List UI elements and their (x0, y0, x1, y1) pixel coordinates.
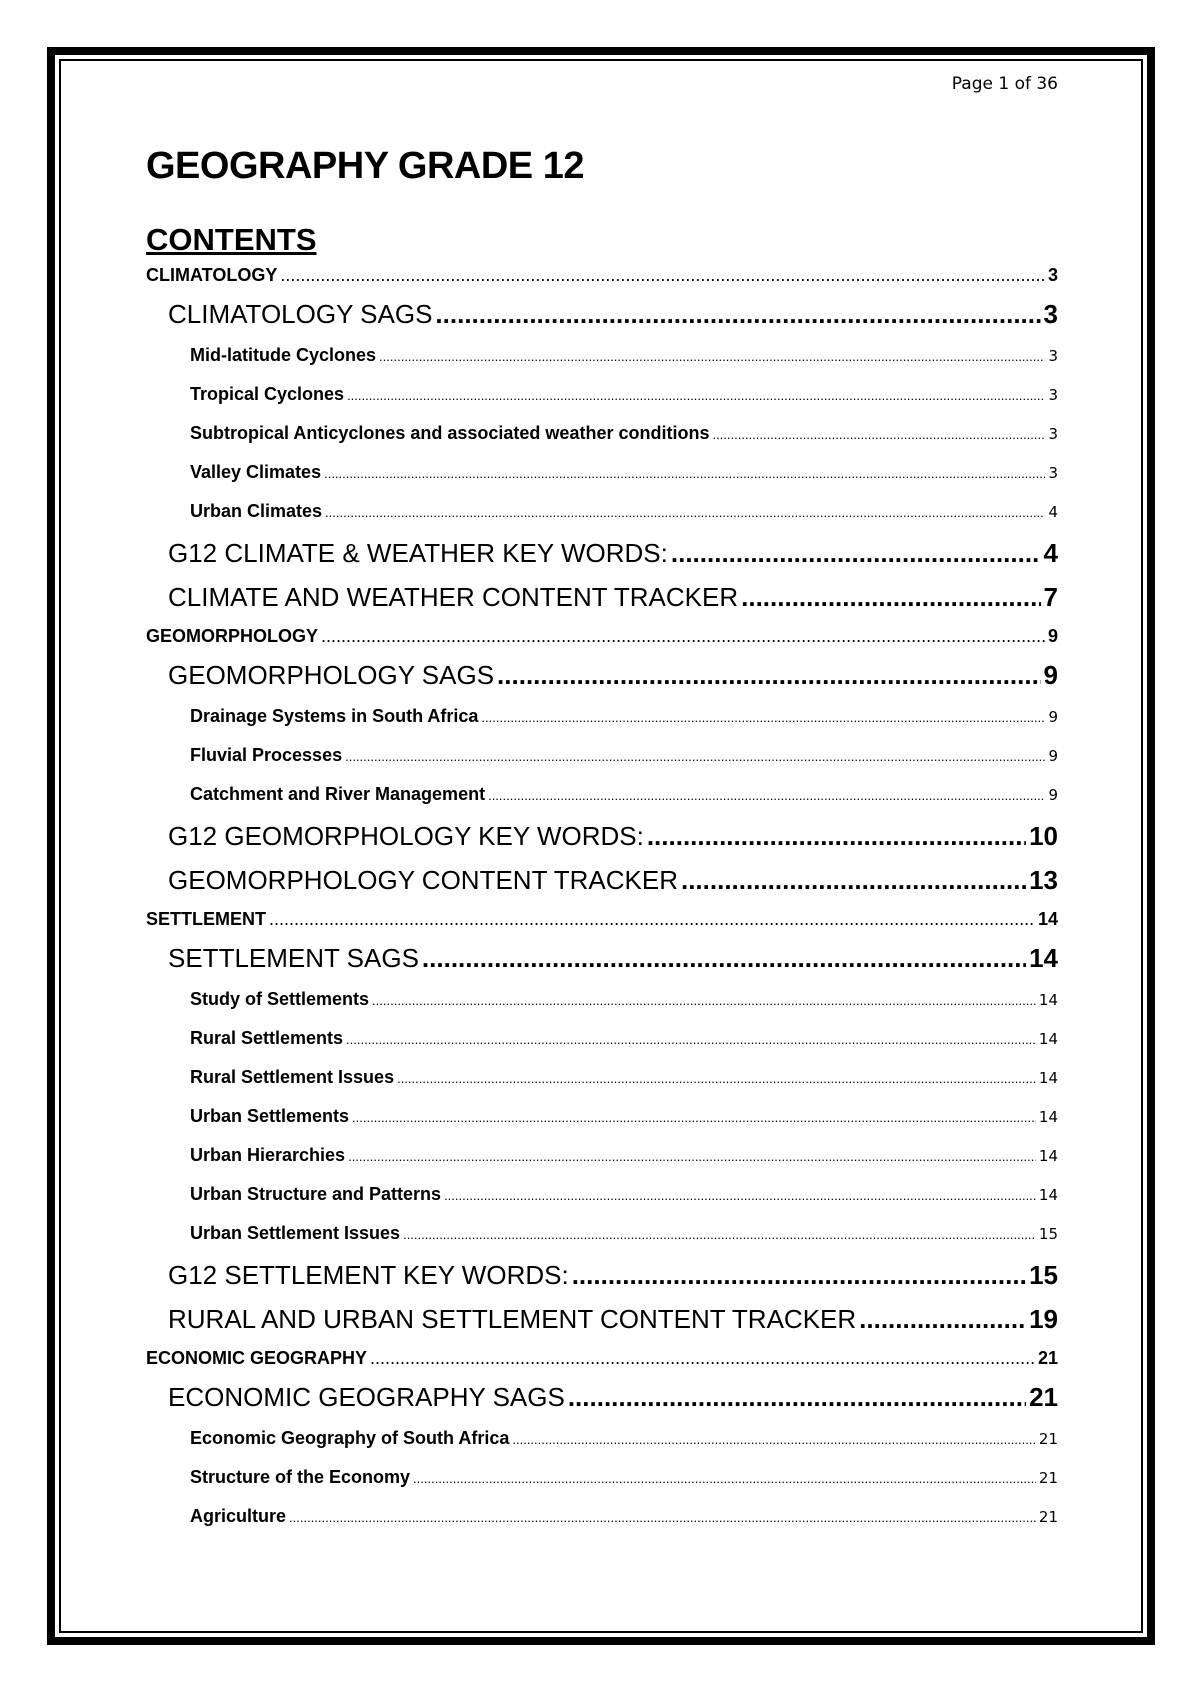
toc-dot-leader (572, 1253, 1026, 1297)
toc-entry-page: 14 (1029, 943, 1058, 973)
toc-entry-level-3[interactable] (146, 1214, 1058, 1253)
toc-dot-leader (497, 653, 1040, 697)
toc-entry-level-3[interactable] (146, 1136, 1058, 1175)
toc-dot-leader (345, 737, 1045, 776)
toc-entry-title: Catchment and River Management (190, 784, 486, 804)
toc-entry-title: G12 GEOMORPHOLOGY KEY WORDS: (168, 821, 644, 851)
toc-entry-level-2[interactable] (146, 1297, 1058, 1341)
toc-dot-leader (348, 1137, 1036, 1176)
toc-entry-page: 3 (1048, 425, 1058, 443)
toc-entry-title: Rural Settlements (190, 1028, 344, 1048)
toc-dot-leader (269, 902, 1035, 936)
toc-entry-title: Subtropical Anticyclones and associated weather conditions (190, 423, 710, 443)
toc-entry-level-3[interactable] (146, 336, 1058, 375)
toc-entry-title: GEOMORPHOLOGY CONTENT TRACKER (168, 865, 678, 895)
toc-dot-leader (324, 454, 1045, 493)
toc-dot-leader (280, 258, 1045, 292)
toc-entry-title: GEOMORPHOLOGY (146, 626, 319, 646)
toc-entry-page: 21 (1038, 1430, 1058, 1448)
toc-entry-title: Rural Settlement Issues (190, 1067, 395, 1087)
toc-entry-title: Mid-latitude Cyclones (190, 345, 377, 365)
toc-entry-level-3[interactable] (146, 1458, 1058, 1497)
toc-entry-level-2[interactable] (146, 814, 1058, 858)
toc-entry-level-3[interactable] (146, 697, 1058, 736)
toc-entry-title: Structure of the Economy (190, 1467, 411, 1487)
toc-entry-level-3[interactable] (146, 736, 1058, 775)
toc-entry-title: CLIMATOLOGY (146, 265, 278, 285)
toc-entry-page: 14 (1037, 909, 1058, 929)
toc-dot-leader (681, 858, 1026, 902)
toc-entry-page: 14 (1038, 1186, 1058, 1204)
toc-entry-page: 14 (1038, 1069, 1058, 1087)
toc-entry-level-1[interactable] (146, 258, 1058, 292)
toc-entry-page: 21 (1037, 1348, 1058, 1368)
toc-entry-title: Urban Settlement Issues (190, 1223, 401, 1243)
toc-entry-level-2[interactable] (146, 858, 1058, 902)
toc-dot-leader (859, 1297, 1026, 1341)
toc-entry-page: 14 (1038, 991, 1058, 1009)
toc-entry-level-1[interactable] (146, 1341, 1058, 1375)
toc-dot-leader (289, 1498, 1036, 1537)
toc-entry-title: Drainage Systems in South Africa (190, 706, 479, 726)
toc-entry-title: Urban Climates (190, 501, 323, 521)
toc-entry-level-2[interactable] (146, 575, 1058, 619)
toc-entry-level-3[interactable] (146, 1058, 1058, 1097)
toc-entry-level-3[interactable] (146, 1497, 1058, 1536)
toc-entry-level-2[interactable] (146, 1253, 1058, 1297)
toc-dot-leader (512, 1420, 1036, 1459)
toc-entry-title: SETTLEMENT (146, 909, 266, 929)
toc-entry-page: 14 (1038, 1108, 1058, 1126)
toc-entry-level-1[interactable] (146, 902, 1058, 936)
document-title: GEOGRAPHY GRADE 12 (146, 145, 584, 187)
toc-entry-level-3[interactable] (146, 1419, 1058, 1458)
toc-entry-level-3[interactable] (146, 1019, 1058, 1058)
toc-entry-level-3[interactable] (146, 775, 1058, 814)
toc-entry-page: 19 (1029, 1304, 1058, 1334)
toc-entry-page: 14 (1038, 1030, 1058, 1048)
table-of-contents (146, 258, 1058, 1536)
toc-entry-page: 7 (1043, 582, 1058, 612)
toc-entry-page: 9 (1043, 660, 1058, 690)
toc-entry-title: Agriculture (190, 1506, 287, 1526)
toc-entry-level-3[interactable] (146, 492, 1058, 531)
toc-entry-level-2[interactable] (146, 936, 1058, 980)
toc-entry-page: 3 (1047, 265, 1058, 285)
toc-dot-leader (568, 1375, 1026, 1419)
toc-entry-title: Urban Structure and Patterns (190, 1184, 442, 1204)
toc-dot-leader (488, 776, 1045, 815)
toc-entry-page: 15 (1038, 1225, 1058, 1243)
toc-dot-leader (370, 1341, 1035, 1375)
toc-entry-page: 13 (1029, 865, 1058, 895)
toc-entry-title: CLIMATOLOGY SAGS (168, 299, 433, 329)
toc-entry-page: 3 (1048, 347, 1058, 365)
toc-entry-level-2[interactable] (146, 1375, 1058, 1419)
toc-entry-page: 4 (1043, 538, 1058, 568)
toc-dot-leader (413, 1459, 1036, 1498)
toc-entry-page: 14 (1038, 1147, 1058, 1165)
toc-dot-leader (435, 292, 1040, 336)
toc-entry-page: 4 (1048, 503, 1058, 521)
toc-dot-leader (671, 531, 1041, 575)
toc-dot-leader (325, 493, 1045, 532)
toc-entry-page: 21 (1038, 1469, 1058, 1487)
toc-entry-page: 21 (1038, 1508, 1058, 1526)
toc-dot-leader (372, 981, 1036, 1020)
toc-entry-title: SETTLEMENT SAGS (168, 943, 419, 973)
toc-entry-title: GEOMORPHOLOGY SAGS (168, 660, 495, 690)
toc-entry-page: 9 (1047, 626, 1058, 646)
page-number: Page 1 of 36 (951, 74, 1058, 94)
toc-entry-title: ECONOMIC GEOGRAPHY (146, 1348, 368, 1368)
toc-entry-page: 15 (1029, 1260, 1058, 1290)
toc-entry-title: CLIMATE AND WEATHER CONTENT TRACKER (168, 582, 739, 612)
toc-entry-title: Economic Geography of South Africa (190, 1428, 510, 1448)
toc-entry-page: 3 (1043, 299, 1058, 329)
toc-dot-leader (647, 814, 1026, 858)
toc-entry-level-3[interactable] (146, 1175, 1058, 1214)
toc-entry-level-3[interactable] (146, 453, 1058, 492)
toc-entry-title: Study of Settlements (190, 989, 370, 1009)
toc-dot-leader (481, 698, 1045, 737)
toc-entry-level-3[interactable] (146, 980, 1058, 1019)
toc-entry-page: 9 (1048, 708, 1058, 726)
toc-entry-page: 21 (1029, 1382, 1058, 1412)
toc-entry-page: 3 (1048, 386, 1058, 404)
toc-dot-leader (352, 1098, 1036, 1137)
toc-dot-leader (397, 1059, 1036, 1098)
toc-entry-title: Urban Settlements (190, 1106, 350, 1126)
toc-entry-page: 10 (1029, 821, 1058, 851)
toc-entry-level-2[interactable] (146, 653, 1058, 697)
toc-entry-page: 9 (1048, 786, 1058, 804)
toc-dot-leader (422, 936, 1026, 980)
toc-entry-title: RURAL AND URBAN SETTLEMENT CONTENT TRACKER (168, 1304, 857, 1334)
toc-entry-title: Fluvial Processes (190, 745, 343, 765)
toc-dot-leader (712, 415, 1045, 454)
toc-dot-leader (741, 575, 1040, 619)
toc-dot-leader (379, 337, 1045, 376)
toc-dot-leader (403, 1215, 1036, 1254)
toc-dot-leader (444, 1176, 1036, 1215)
toc-entry-title: G12 CLIMATE & WEATHER KEY WORDS: (168, 538, 668, 568)
toc-entry-title: Valley Climates (190, 462, 322, 482)
toc-entry-title: ECONOMIC GEOGRAPHY SAGS (168, 1382, 565, 1412)
toc-entry-level-2[interactable] (146, 531, 1058, 575)
toc-dot-leader (321, 619, 1045, 653)
toc-dot-leader (346, 1020, 1036, 1059)
contents-heading: CONTENTS (146, 222, 317, 257)
toc-entry-title: G12 SETTLEMENT KEY WORDS: (168, 1260, 569, 1290)
toc-entry-title: Urban Hierarchies (190, 1145, 346, 1165)
toc-dot-leader (347, 376, 1045, 415)
toc-entry-level-3[interactable] (146, 375, 1058, 414)
toc-entry-level-3[interactable] (146, 1097, 1058, 1136)
toc-entry-level-2[interactable] (146, 292, 1058, 336)
toc-entry-level-1[interactable] (146, 619, 1058, 653)
toc-entry-level-3[interactable] (146, 414, 1058, 453)
toc-entry-page: 3 (1048, 464, 1058, 482)
toc-entry-page: 9 (1048, 747, 1058, 765)
toc-entry-title: Tropical Cyclones (190, 384, 345, 404)
